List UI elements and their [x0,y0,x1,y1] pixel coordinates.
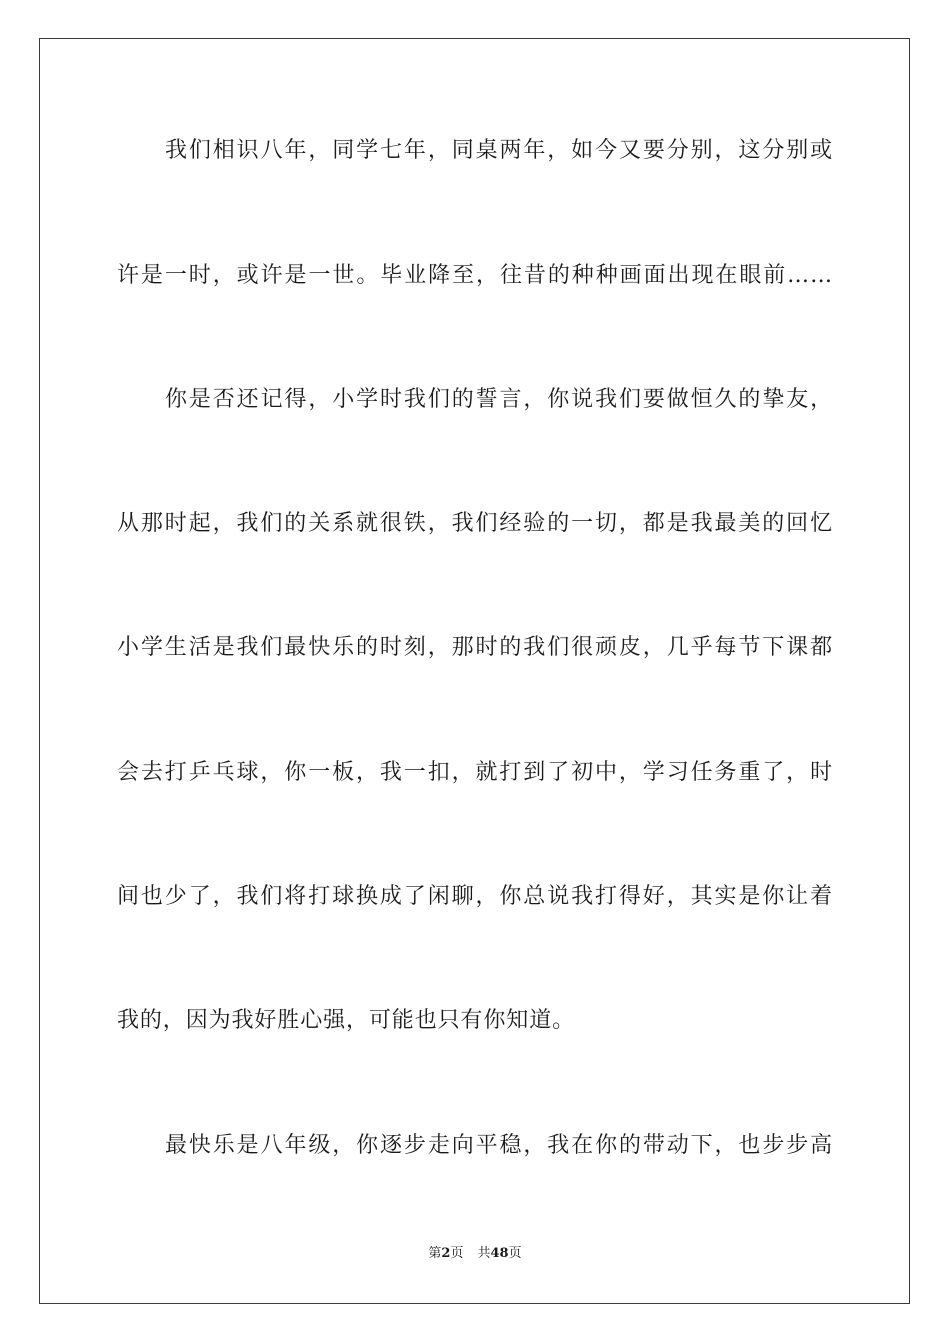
paragraph-line: 从那时起，我们的关系就很铁，我们经验的一切，都是我最美的回忆 [117,511,833,536]
total-prefix: 共 [477,1246,491,1261]
paragraph-line: 你是否还记得，小学时我们的誓言，你说我们要做恒久的挚友， [165,387,833,412]
paragraph-line: 会去打乒乓球，你一板，我一扣，就打到了初中，学习任务重了，时 [117,760,833,785]
page-footer [0,1245,950,1263]
paragraph-line: 我们相识八年，同学七年，同桌两年，如今又要分别，这分别或 [165,138,833,163]
paragraph-line: 间也少了，我们将打球换成了闲聊，你总说我打得好，其实是你让着 [117,884,833,909]
paragraph-line: 最快乐是八年级，你逐步走向平稳，我在你的带动下，也步步高 [165,1133,833,1158]
total-suffix: 页 [508,1246,522,1261]
paragraph-line: 小学生活是我们最快乐的时刻，那时的我们很顽皮，几乎每节下课都 [117,635,833,660]
page-border [39,38,910,1304]
page-suffix: 页 [450,1246,464,1261]
paragraph-line: 许是一时，或许是一世。毕业降至，往昔的种种画面出现在眼前…… [117,263,833,288]
paragraph-line: 我的，因为我好胜心强，可能也只有你知道。 [117,1008,576,1033]
total-pages: 48 [490,1246,509,1261]
page-number: 2 [441,1246,451,1261]
page-prefix: 第 [428,1246,442,1261]
